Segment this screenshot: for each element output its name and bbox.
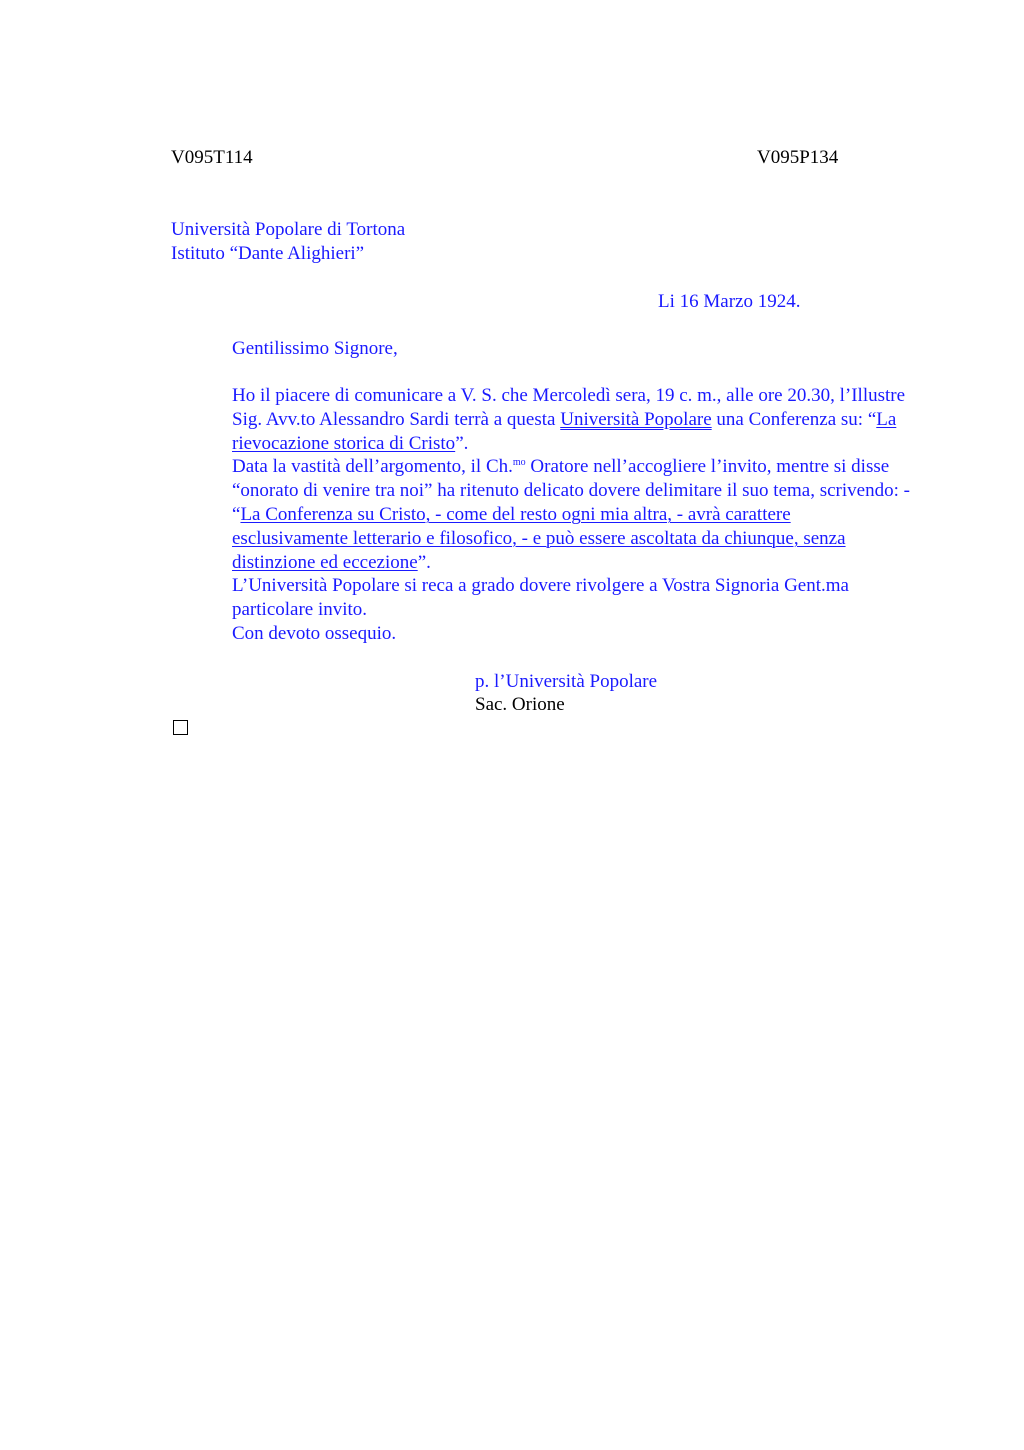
paragraph-2 (171, 455, 911, 574)
sender-line-1: Università Popolare di Tortona (171, 219, 406, 240)
p2-text-a: Data la vastità dell’argomento, il Ch. (232, 456, 513, 478)
salutation: Gentilissimo Signore, (232, 338, 398, 359)
empty-box-symbol (173, 720, 188, 735)
signature-line-1: p. l’Università Popolare (475, 671, 658, 692)
p1-underlined-institution: Università Popolare (560, 408, 712, 430)
signature-line-2: Sac. Orione (475, 694, 565, 715)
p1-conference-title: La rievocazione storica di Cristo (232, 408, 897, 454)
p2-superscript: mo (512, 457, 526, 469)
left-code: V095T114 (171, 147, 253, 168)
paragraph-3: L’Università Popolare si reca a grado dovere rivolgere a Vostra Signoria Gent.ma particolare invito. (232, 575, 849, 621)
p1-text-a: Ho il piacere di comunicare a V. S. che Mercoledì sera, 19 c. m., alle ore 20.30, l’Illustre Sig. Avv.to Alessandro Sardi terrà a questa (232, 385, 906, 430)
p2-text-b: Oratore nell’accogliere l’invito, mentre si disse “onorato di venire tra noi” ha ritenuto delicato dovere delimitare il suo tema, scrivendo: - “ (232, 456, 910, 525)
paragraph-4: Con devoto ossequio. (232, 622, 397, 644)
p1-text-c: ”. (455, 432, 469, 454)
p2-text-c: ”. (417, 551, 431, 573)
letter-body (171, 384, 911, 646)
right-code: V095P134 (757, 147, 839, 168)
p1-text-b: una Conferenza su: “ (711, 408, 877, 430)
p2-quoted-statement: La Conferenza su Cristo, - come del resto ogni mia altra, - avrà carattere esclusivamente letterario e filosofico, - e può essere ascoltata da chiunque, senza distinzione ed eccezione (232, 503, 846, 573)
letter-date: Li 16 Marzo 1924. (658, 291, 801, 312)
paragraph-1 (171, 384, 911, 455)
sender-line-2: Istituto “Dante Alighieri” (171, 243, 365, 264)
